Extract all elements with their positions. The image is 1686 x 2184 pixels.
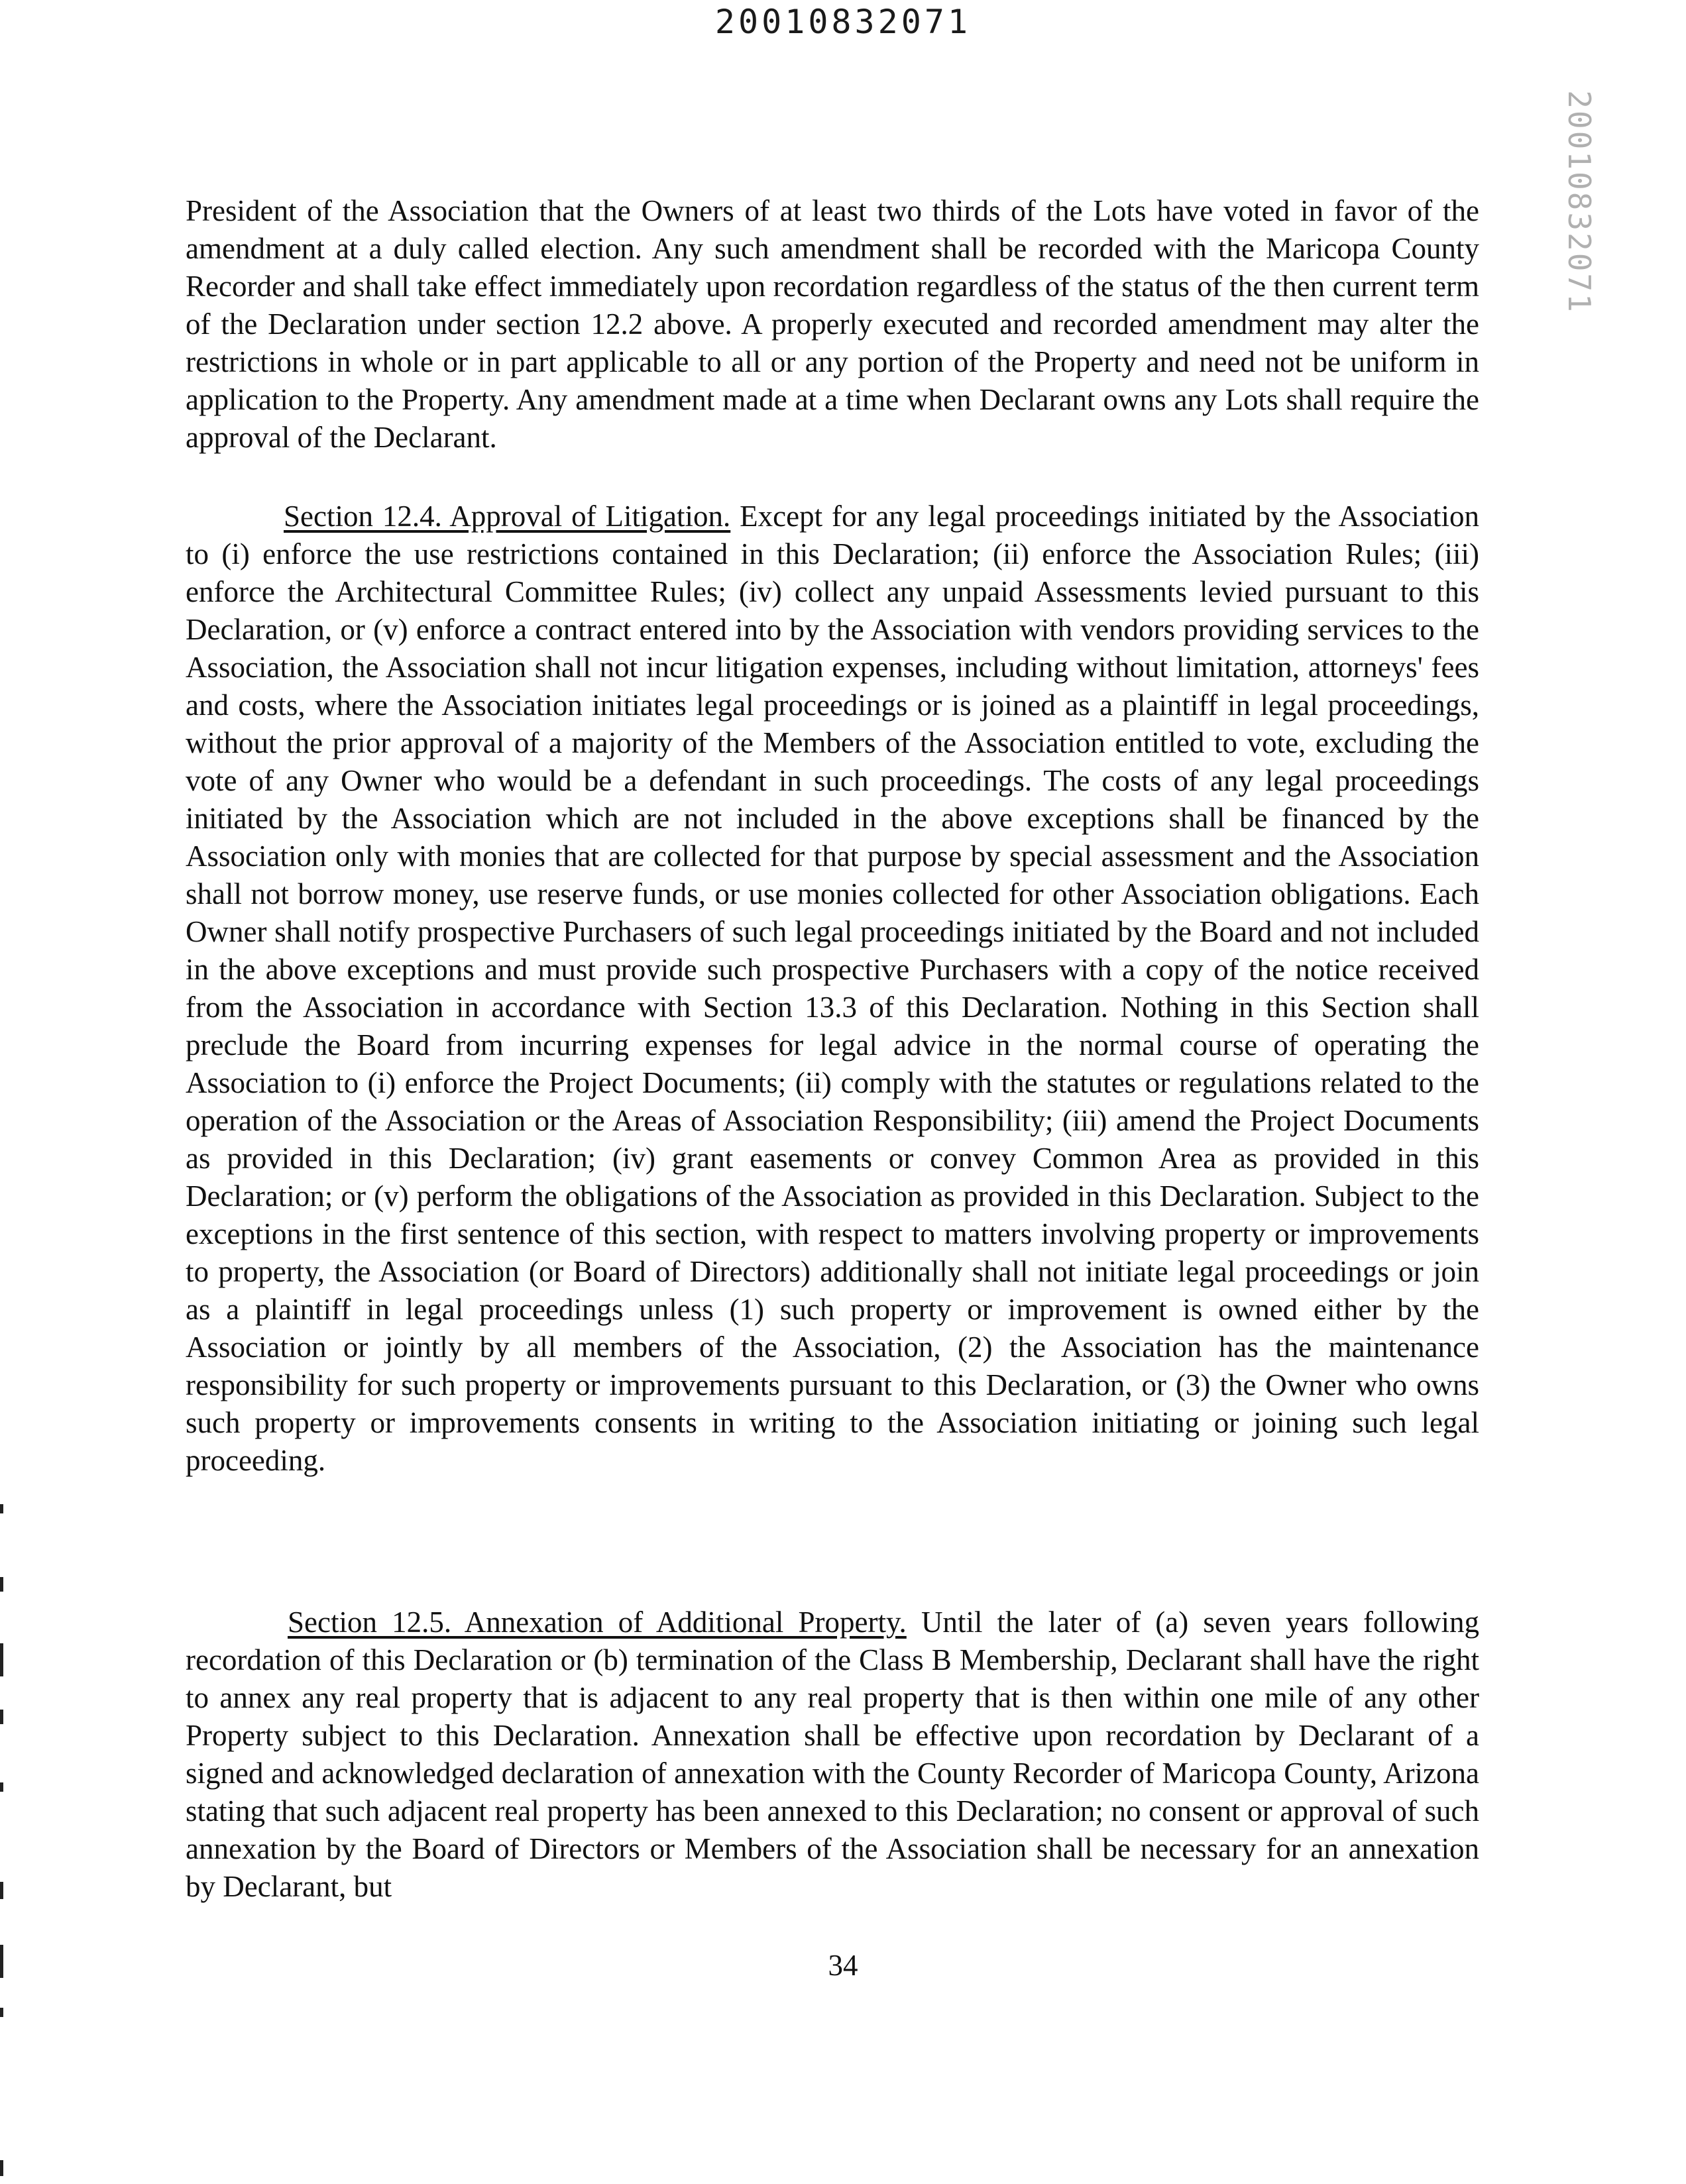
page-number: 34 xyxy=(828,1949,858,1982)
side-stamp-text: 20010832071 xyxy=(1561,90,1597,314)
paragraph-amendment-continued xyxy=(186,192,1479,457)
scan-margin-mark xyxy=(0,1710,3,1724)
document-number: 20010832071 xyxy=(714,3,972,41)
side-stamp xyxy=(1543,90,1616,314)
paragraph-section-12-4 xyxy=(186,498,1479,1480)
section-heading-12-5: Section 12.5. Annexation of Additional Property. xyxy=(288,1606,907,1639)
section-heading-12-4: Section 12.4. Approval of Litigation. xyxy=(284,500,731,533)
scan-margin-mark xyxy=(0,2008,3,2017)
paragraph-section-12-5 xyxy=(186,1604,1479,1906)
scan-margin-mark xyxy=(0,1504,3,1513)
paragraph-text: President of the Association that the Owners of at least two thirds of the Lots have voted in favor of the amendment at a duly called election. Any such amendment shall be recorded with the Maricopa County Recorder and shall take effect immediately upon recordation regardless of the status of the then current term of the Declaration under section 12.2 above. A properly executed and recorded amendment may alter the restrictions in whole or in part applicable to all or any portion of the Property and need not be uniform in application to the Property. Any amendment made at a time when Declarant owns any Lots shall require the approval of the Declarant. xyxy=(186,194,1479,454)
paragraph-text: Until the later of (a) seven years following recordation of this Declaration or (b) termination of the Class B Membership, Declarant shall have the right to annex any real property that is adjacent to any real property that is then within one mile of any other Property subject to this Declaration. Annexation shall be effective upon recordation by Declarant of a signed and acknowledged declaration of annexation with the County Recorder of Maricopa County, Arizona stating that such adjacent real property has been annexed to this Declaration; no consent or approval of such annexation by the Board of Directors or Members of the Association shall be necessary for an annexation by Declarant, but xyxy=(186,1606,1479,1903)
scan-margin-mark xyxy=(0,1577,3,1592)
scan-margin-mark xyxy=(0,1882,3,1899)
scan-margin-mark xyxy=(0,1782,3,1792)
paragraph-text: Except for any legal proceedings initiated by the Association to (i) enforce the use restrictions contained in this Declaration; (ii) enforce the Association Rules; (iii) enforce the Architectural Committee Rules; (iv) collect any unpaid Assessments levied pursuant to this Declaration, or (v) enforce a contract entered into by the Association with vendors providing services to the Association, the Association shall not incur litigation expenses, including without limitation, attorneys' fees and costs, where the Association initiates legal proceedings or is joined as a plaintiff in legal proceedings, without the prior approval of a majority of the Members of the Association entitled to vote, excluding the vote of any Owner who would be a defendant in such proceedings. The costs of any legal proceedings initiated by the Association which are not included in the above exceptions shall be financed by the Association only with monies that are collected for that purpose by special assessment and the Association shall not borrow money, use reserve funds, or use monies collected for other Association obligations. Each Owner shall notify prospective Purchasers of such legal proceedings initiated by the Board and not included in the above exceptions and must provide such prospective Purchasers with a copy of the notice received from the Association in accordance with Section 13.3 of this Declaration. Nothing in this Section shall preclude the Board from incurring expenses for legal advice in the normal course of operating the Association to (i) enforce the Project Documents; (ii) comply with the statutes or regulations related to the operation of the Association or the Areas of Association Responsibility; (iii) amend the Project Documents as provided in this Declaration; (iv) grant easements or convey Common Area as provided in this Declaration; or (v) perform the obligations of the Association as provided in this Declaration. Subject to the exceptions in the first sentence of this section, with respect to matters involving property or improvements to property, the Association (or Board of Directors) additionally shall not initiate legal proceedings or join as a plaintiff in legal proceedings unless (1) such property or improvement is owned either by the Association or jointly by all members of the Association, (2) the Association has the maintenance responsibility for such property or improvements pursuant to this Declaration, or (3) the Owner who owns such property or improvements consents in writing to the Association initiating or joining such legal proceeding. xyxy=(186,500,1479,1477)
scan-margin-mark xyxy=(0,2160,3,2176)
scan-margin-mark xyxy=(0,1945,3,1978)
scan-margin-mark xyxy=(0,1643,3,1676)
